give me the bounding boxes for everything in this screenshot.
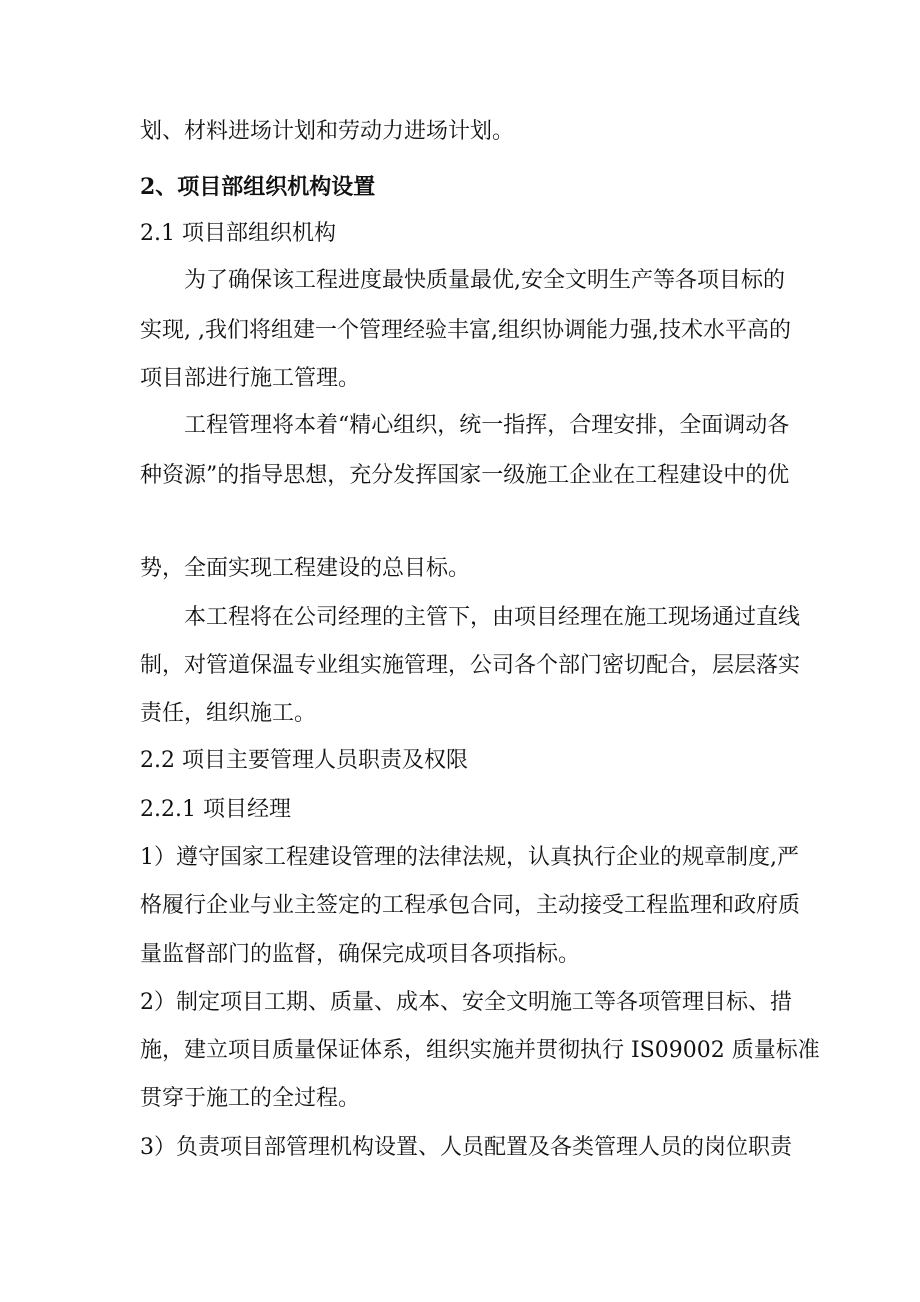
text-line: 项目部进行施工管理。: [140, 366, 361, 391]
subsection-heading: 2.1 项目部组织机构: [140, 221, 336, 246]
text-line: 施，建立项目质量保证体系，组织实施并贯彻执行 IS09002 质量标准: [140, 1038, 820, 1063]
text-line: 工程管理将本着“精心组织，统一指挥，合理安排，全面调动各: [184, 413, 790, 438]
text-line: 划、材料进场计划和劳动力进场计划。: [140, 119, 515, 144]
text-line: 势，全面实现工程建设的总目标。: [140, 556, 471, 581]
text-line: 实现, ,我们将组建一个管理经验丰富,组织协调能力强,技术水平高的: [140, 318, 791, 343]
text-line: 制，对管道保温专业组实施管理，公司各个部门密切配合，层层落实: [140, 653, 801, 678]
section-heading: 2、项目部组织机构设置: [140, 174, 376, 200]
text-line: 种资源”的指导思想，充分发挥国家一级施工企业在工程建设中的优: [140, 463, 790, 488]
text-line: 为了确保该工程进度最快质量最优,安全文明生产等各项目标的: [184, 268, 785, 293]
text-line: 2）制定项目工期、质量、成本、安全文明施工等各项管理目标、措: [140, 990, 792, 1015]
text-line: 3）负责项目部管理机构设置、人员配置及各类管理人员的岗位职责: [140, 1135, 792, 1160]
text-line: 1）遵守国家工程建设管理的法律法规，认真执行企业的规章制度,严: [140, 845, 799, 870]
subsubsection-heading: 2.2.1 项目经理: [140, 797, 291, 822]
text-line: 贯穿于施工的全过程。: [140, 1086, 361, 1111]
subsection-heading: 2.2 项目主要管理人员职责及权限: [140, 748, 468, 773]
text-line: 格履行企业与业主签定的工程承包合同，主动接受工程监理和政府质: [140, 893, 801, 918]
text-line: 量监督部门的监督，确保完成项目各项指标。: [140, 942, 581, 967]
text-line: 本工程将在公司经理的主管下，由项目经理在施工现场通过直线: [184, 605, 801, 630]
text-line: 责任，组织施工。: [140, 701, 317, 726]
